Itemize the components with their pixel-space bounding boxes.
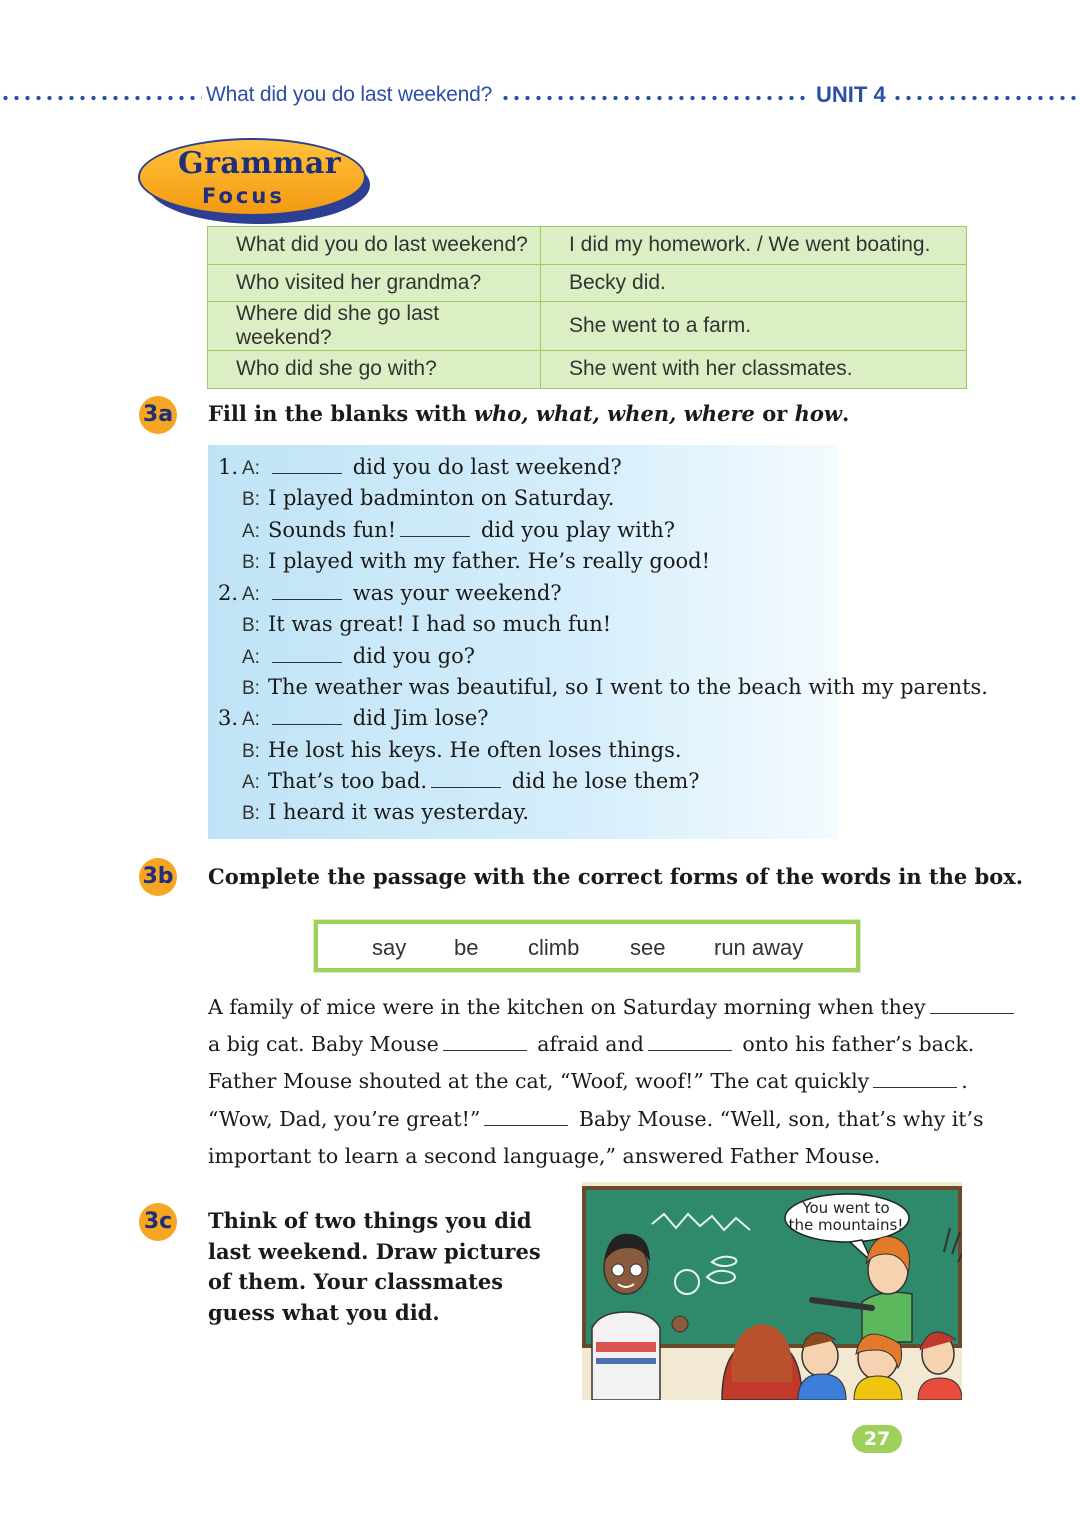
section-3b-instruction: Complete the passage with the correct forms of the words in the box. (208, 864, 1024, 889)
word-box (314, 920, 860, 972)
line-text: The weather was beautiful, so I went to the beach with my parents. (268, 675, 988, 699)
grammar-focus-badge (138, 138, 372, 224)
badge-line1: Grammar (178, 146, 342, 181)
answer-blank (400, 519, 470, 537)
answer-blank (272, 456, 342, 474)
answer-blank (648, 1033, 732, 1051)
passage-line (208, 1107, 984, 1131)
section-3a-instruction (208, 401, 849, 426)
line-text: I played badminton on Saturday. (268, 486, 615, 510)
speaker-label: A: (242, 521, 260, 542)
word-item: run away (714, 935, 804, 960)
dialogue-line (218, 581, 562, 611)
passage-text: onto his father’s back. (742, 1032, 975, 1056)
line-text: did he lose them? (511, 769, 700, 793)
word-item: say (372, 935, 407, 960)
page-number: 27 (852, 1425, 902, 1453)
section-3b-marker: 3b (139, 858, 177, 896)
dialogue-line (218, 738, 682, 768)
section-3c-marker: 3c (139, 1203, 177, 1241)
passage-text: Baby Mouse. “Well, son, that’s why it’s (578, 1107, 984, 1131)
passage-text: a big cat. Baby Mouse (208, 1032, 439, 1056)
line-text: did you go? (352, 644, 476, 668)
answer-blank (431, 770, 501, 788)
header-dots-middle (500, 95, 810, 101)
instr-or: or (754, 401, 795, 426)
answer-blank (272, 582, 342, 600)
section-3c-instruction: Think of two things you did last weekend. Draw pictures of them. Your classmates guess what you did. (208, 1208, 541, 1325)
passage-line (208, 1032, 974, 1056)
dialogue-line (218, 549, 710, 579)
word-item: be (454, 935, 479, 960)
passage-text: afraid and (537, 1032, 644, 1056)
dialogue-line (218, 455, 622, 485)
speaker-label: A: (242, 458, 260, 479)
item-number: 1. (218, 455, 239, 479)
line-text: I heard it was yesterday. (268, 800, 530, 824)
answer-blank (484, 1108, 568, 1126)
running-header (0, 82, 1080, 112)
table-row (208, 227, 967, 265)
passage-text: A family of mice were in the kitchen on Saturday morning when they (208, 995, 926, 1019)
dialogue-line (218, 706, 489, 736)
table-cell-answer: Becky did. (541, 264, 967, 302)
table-cell-answer: She went to a farm. (541, 302, 967, 351)
speaker-label: B: (242, 803, 260, 824)
passage-text: Father Mouse shouted at the cat, “Woof, woof!” The cat quickly (208, 1069, 870, 1093)
passage-line (208, 995, 1018, 1019)
instr-prefix: Fill in the blanks with (208, 401, 474, 426)
section-3a-marker: 3a (139, 396, 177, 434)
instr-end: . (841, 401, 850, 426)
dialogue-line (218, 800, 529, 830)
line-text: That’s too bad. (268, 769, 428, 793)
passage-text: “Wow, Dad, you’re great!” (208, 1107, 481, 1131)
line-text: I played with my father. He’s really good! (268, 549, 711, 573)
speaker-label: A: (242, 647, 260, 668)
dialogue-line (218, 675, 988, 705)
speaker-label: B: (242, 678, 260, 699)
table-cell-answer: I did my homework. / We went boating. (541, 227, 967, 265)
answer-blank (272, 645, 342, 663)
passage-line (208, 1144, 880, 1168)
speaker-label: B: (242, 552, 260, 573)
line-text: was your weekend? (352, 581, 562, 605)
bubble-line2: the mountains! (788, 1216, 904, 1234)
line-text: did you play with? (480, 518, 676, 542)
table-cell-question: What did you do last weekend? (208, 227, 541, 265)
header-title: What did you do last weekend? (206, 83, 493, 106)
speaker-label: B: (242, 615, 260, 636)
speaker-label: A: (242, 584, 260, 605)
dialogue-line (218, 769, 700, 799)
dialogue-line (218, 486, 614, 516)
answer-blank (873, 1070, 957, 1088)
line-text: Sounds fun! (268, 518, 397, 542)
passage-line (208, 1069, 968, 1093)
speaker-label: B: (242, 489, 260, 510)
line-text: It was great! I had so much fun! (268, 612, 612, 636)
table-row (208, 351, 967, 389)
table-cell-question: Where did she go last weekend? (208, 302, 541, 351)
answer-blank (930, 996, 1014, 1014)
answer-blank (443, 1033, 527, 1051)
bubble-line1: You went to (802, 1199, 890, 1217)
header-dots-left (0, 95, 202, 101)
speaker-label: A: (242, 772, 260, 793)
dialogue-line (218, 518, 675, 548)
item-number: 2. (218, 581, 239, 605)
dialogue-line (218, 644, 475, 674)
table-cell-question: Who visited her grandma? (208, 264, 541, 302)
table-row (208, 302, 967, 351)
grammar-table (207, 226, 967, 389)
table-cell-question: Who did she go with? (208, 351, 541, 389)
word-item: see (630, 935, 666, 960)
line-text: did Jim lose? (352, 706, 489, 730)
line-text: He lost his keys. He often loses things. (268, 738, 682, 762)
passage-text: . (961, 1069, 968, 1093)
table-cell-answer: She went with her classmates. (541, 351, 967, 389)
classroom-illustration (582, 1182, 962, 1400)
passage-text: important to learn a second language,” answered Father Mouse. (208, 1144, 881, 1168)
item-number: 3. (218, 706, 239, 730)
header-dots-right (892, 95, 1080, 101)
speaker-label: B: (242, 741, 260, 762)
badge-line2: Focus (202, 184, 285, 208)
header-unit: UNIT 4 (816, 82, 886, 107)
word-item: climb (528, 935, 580, 960)
instr-last: how (794, 401, 842, 426)
table-row (208, 264, 967, 302)
line-text: did you do last weekend? (352, 455, 622, 479)
answer-blank (272, 707, 342, 725)
dialogue-line (218, 612, 611, 642)
instr-words: who, what, when, where (473, 401, 755, 426)
speaker-label: A: (242, 709, 260, 730)
